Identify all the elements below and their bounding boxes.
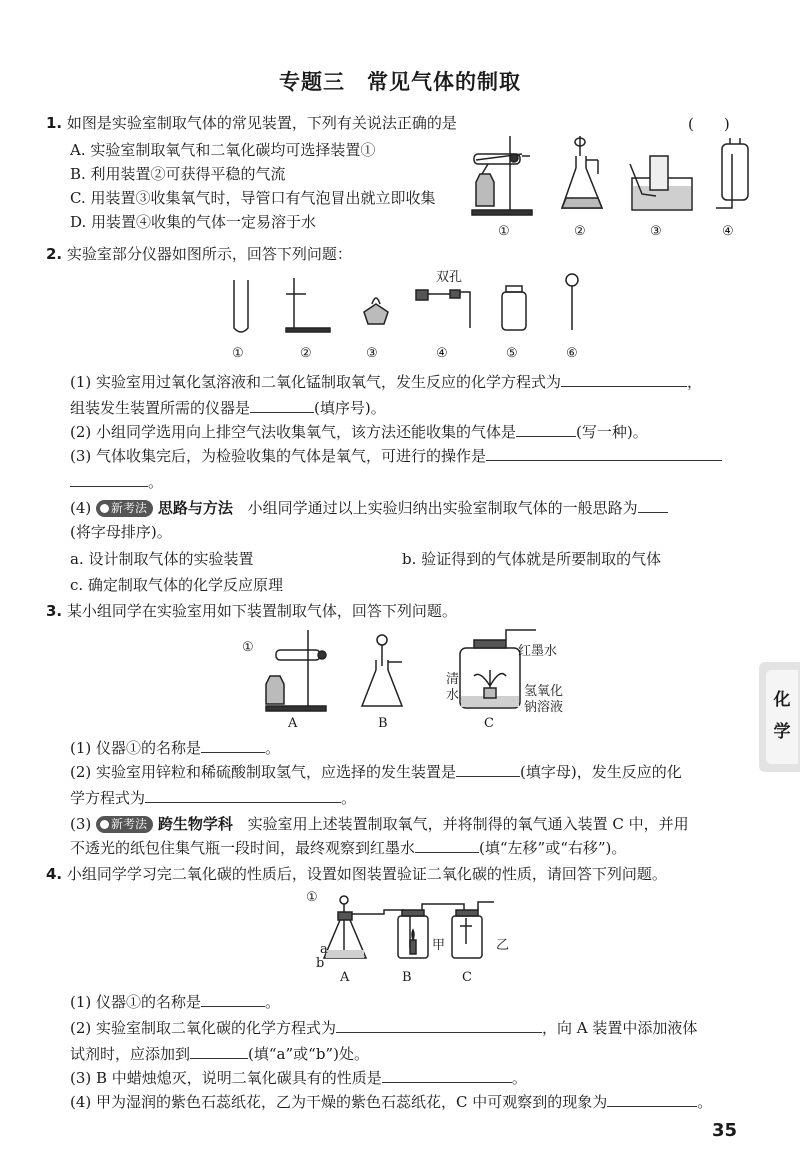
q1-answer-bracket[interactable]: ( ) xyxy=(688,115,730,133)
q2-fig-label-1: ① xyxy=(232,346,244,361)
q1-fig-label-2: ② xyxy=(574,224,586,239)
q1-fig-label-4: ④ xyxy=(722,224,734,239)
q4-fig-label-c: C xyxy=(462,970,472,985)
q3-part3-tag-text: 新考法 xyxy=(111,817,148,831)
q4-part3-text: (3) B 中蜡烛熄灭，说明二氧化碳具有的性质是 xyxy=(70,1069,382,1087)
q1-fig-label-1: ① xyxy=(498,224,510,239)
q2-part3-text: (3) 气体收集完后，为检验收集的气体是氧气，可进行的操作是 xyxy=(70,447,487,465)
side-tab-char-1: 化 xyxy=(773,690,791,710)
q4-part2-line2 xyxy=(70,1044,369,1064)
q2-fig-label-2: ② xyxy=(300,346,312,361)
q3-part2-blank-equation[interactable] xyxy=(145,788,341,803)
q3-part3-blank[interactable] xyxy=(415,838,479,853)
q2-part3-blank-a[interactable] xyxy=(486,446,722,461)
q4-part1-line xyxy=(70,992,280,1012)
side-tab-char-2: 学 xyxy=(773,722,791,742)
q3-fig-circle1: ① xyxy=(242,640,254,655)
q2-fig-label-3: ③ xyxy=(366,346,378,361)
q4-part4-text: (4) 甲为湿润的紫色石蕊纸花，乙为干燥的紫色石蕊纸花，C 中可观察到的现象为 xyxy=(70,1093,608,1111)
lightbulb-icon xyxy=(100,504,109,513)
q2-option-b: b. 验证得到的气体就是所要制取的气体 xyxy=(402,550,662,568)
q4-fig-label-a: A xyxy=(340,970,350,985)
q2-part1-blank-equation[interactable] xyxy=(561,372,687,387)
q2-part1-blank-instruments[interactable] xyxy=(250,398,314,413)
q2-part4-line1 xyxy=(70,498,668,518)
q3-fig-water-1: 清 xyxy=(446,672,460,687)
q2-stem: 实验室部分仪器如图所示，回答下列问题： xyxy=(66,245,352,263)
q4-stem-line xyxy=(46,864,667,884)
q2-part3-end: 。 xyxy=(148,473,164,491)
q4-fig-yi: 乙 xyxy=(496,938,510,953)
q2-stem-line xyxy=(46,244,352,264)
q2-part2-text: (2) 小组同学选用向上排空气法收集氧气，该方法还能收集的气体是 xyxy=(70,423,517,441)
q4-part3-blank[interactable] xyxy=(382,1068,512,1083)
q4-part2-text4: (填“a”或“b”)处。 xyxy=(248,1045,369,1063)
page-number: 35 xyxy=(712,1120,738,1141)
q4-fig-b: b xyxy=(316,956,325,971)
q4-number: 4. xyxy=(46,865,63,883)
q2-part4-line2: (将字母排序)。 xyxy=(70,523,172,541)
q2-part4-tag-title: 思路与方法 xyxy=(157,499,233,517)
q2-number: 2. xyxy=(46,245,63,263)
q2-double-hole-label: 双孔 xyxy=(436,270,463,285)
q3-fig-red-ink: 红墨水 xyxy=(518,644,558,659)
q4-fig-jia: 甲 xyxy=(432,938,446,953)
q3-part1-end: 。 xyxy=(265,739,281,757)
q2-part3-line1 xyxy=(70,446,722,466)
q3-part2-text3: 学方程式为 xyxy=(70,789,146,807)
q4-part3-end: 。 xyxy=(511,1069,527,1087)
q2-part4-text: 小组同学通过以上实验归纳出实验室制取气体的一般思路为 xyxy=(247,499,638,517)
q4-part2-text: (2) 实验室制取二氧化碳的化学方程式为 xyxy=(70,1019,337,1037)
q2-part1-line1 xyxy=(70,372,702,392)
q4-part2-text2: ，向 A 装置中添加液体 xyxy=(542,1019,698,1037)
q3-apparatus-figure xyxy=(256,626,556,718)
subject-side-tab xyxy=(759,662,800,772)
q4-part1-end: 。 xyxy=(265,993,281,1011)
q3-fig-naoh-2: 钠溶液 xyxy=(524,700,564,715)
q3-part2-line1 xyxy=(70,762,682,782)
q4-part2-blank-equation[interactable] xyxy=(336,1018,542,1033)
q3-part1-blank[interactable] xyxy=(201,738,265,753)
q2-fig-label-5: ⑤ xyxy=(506,346,518,361)
q4-part4-blank[interactable] xyxy=(607,1092,697,1107)
q4-part4-line xyxy=(70,1092,712,1112)
q3-part3-tag-title: 跨生物学科 xyxy=(157,815,233,833)
q3-part3-line1 xyxy=(70,814,689,834)
q4-part2-line1 xyxy=(70,1018,697,1038)
q1-number: 1. xyxy=(46,114,63,132)
q1-stem-line xyxy=(46,113,457,133)
q3-part1-text: (1) 仪器①的名称是 xyxy=(70,739,202,757)
q2-part4-blank[interactable] xyxy=(638,498,668,513)
q3-part2-text: (2) 实验室用锌粒和稀硫酸制取氢气，应选择的发生装置是 xyxy=(70,763,457,781)
q1-option-d[interactable]: D. 用装置④收集的气体一定易溶于水 xyxy=(70,213,317,231)
q2-option-c: c. 确定制取气体的化学反应原理 xyxy=(70,576,283,594)
q4-stem: 小组同学学习完二氧化碳的性质后，设置如图装置验证二氧化碳的性质，请回答下列问题。 xyxy=(66,865,667,883)
q3-fig-label-c: C xyxy=(484,716,494,731)
new-exam-method-badge xyxy=(96,500,153,517)
q2-part1-line2 xyxy=(70,398,386,418)
q2-part2-line xyxy=(70,422,648,442)
q4-part2-blank-position[interactable] xyxy=(190,1044,248,1059)
q3-part3-text3: (填“左移”或“右移”)。 xyxy=(479,839,627,857)
q2-part1-text3: (填序号)。 xyxy=(314,399,386,417)
q2-part3-blank-b[interactable] xyxy=(70,472,148,487)
q2-part4-tag-text: 新考法 xyxy=(111,501,148,515)
q3-part1-line xyxy=(70,738,280,758)
page-title: 专题三 常见气体的制取 xyxy=(279,70,521,94)
q1-option-a[interactable]: A. 实验室制取氧气和二氧化碳均可选择装置① xyxy=(70,141,376,159)
q1-apparatus-figure xyxy=(470,134,760,226)
q3-stem: 某小组同学在实验室用如下装置制取气体，回答下列问题。 xyxy=(66,602,457,620)
q2-fig-label-4: ④ xyxy=(436,346,448,361)
q4-part3-line xyxy=(70,1068,527,1088)
q4-apparatus-figure xyxy=(314,892,534,968)
q3-part2-blank-device[interactable] xyxy=(456,762,520,777)
q4-part1-blank[interactable] xyxy=(201,992,265,1007)
lightbulb-icon xyxy=(100,820,109,829)
q3-part2-line2 xyxy=(70,788,356,808)
q2-instruments-figure xyxy=(224,272,604,342)
q2-part1-text2: 组装发生装置所需的仪器是 xyxy=(70,399,251,417)
q4-part4-end: 。 xyxy=(697,1093,713,1111)
q2-part3-line2 xyxy=(70,472,163,492)
q3-part3-line2 xyxy=(70,838,626,858)
q2-part2-text2: (写一种)。 xyxy=(576,423,648,441)
q1-option-b[interactable]: B. 利用装置②可获得平稳的气流 xyxy=(70,165,286,183)
q1-fig-label-3: ③ xyxy=(650,224,662,239)
q2-part2-blank[interactable] xyxy=(516,422,576,437)
q3-part2-text2: (填字母)，发生反应的化 xyxy=(520,763,682,781)
q3-stem-line xyxy=(46,601,457,621)
q1-stem: 如图是实验室制取气体的常见装置，下列有关说法正确的是 xyxy=(66,114,457,132)
q2-part4-prefix: (4) xyxy=(70,499,92,517)
q2-fig-label-6: ⑥ xyxy=(566,346,578,361)
q2-part1-comma: ， xyxy=(687,373,703,391)
q4-part2-text3: 试剂时，应添加到 xyxy=(70,1045,191,1063)
q4-fig-a: a xyxy=(320,942,328,957)
q2-part1-text: (1) 实验室用过氧化氢溶液和二氧化锰制取氧气，发生反应的化学方程式为 xyxy=(70,373,562,391)
q4-part1-text: (1) 仪器①的名称是 xyxy=(70,993,202,1011)
q3-part3-text2: 不透光的纸包住集气瓶一段时间，最终观察到红墨水 xyxy=(70,839,416,857)
q3-fig-naoh-1: 氢氧化 xyxy=(524,684,564,699)
q3-part2-end: 。 xyxy=(341,789,357,807)
q3-fig-label-a: A xyxy=(288,716,298,731)
q3-number: 3. xyxy=(46,602,63,620)
q3-fig-label-b: B xyxy=(378,716,388,731)
q3-fig-water-2: 水 xyxy=(446,688,460,703)
q2-option-a: a. 设计制取气体的实验装置 xyxy=(70,550,254,568)
q1-option-c[interactable]: C. 用装置③收集氧气时，导管口有气泡冒出就立即收集 xyxy=(70,189,436,207)
q3-part3-text: 实验室用上述装置制取氧气，并将制得的氧气通入装置 C 中，并用 xyxy=(247,815,689,833)
q3-part3-prefix: (3) xyxy=(70,815,92,833)
q4-fig-label-b: B xyxy=(402,970,412,985)
new-exam-method-badge xyxy=(96,816,153,833)
q4-fig-circle1: ① xyxy=(306,890,318,905)
